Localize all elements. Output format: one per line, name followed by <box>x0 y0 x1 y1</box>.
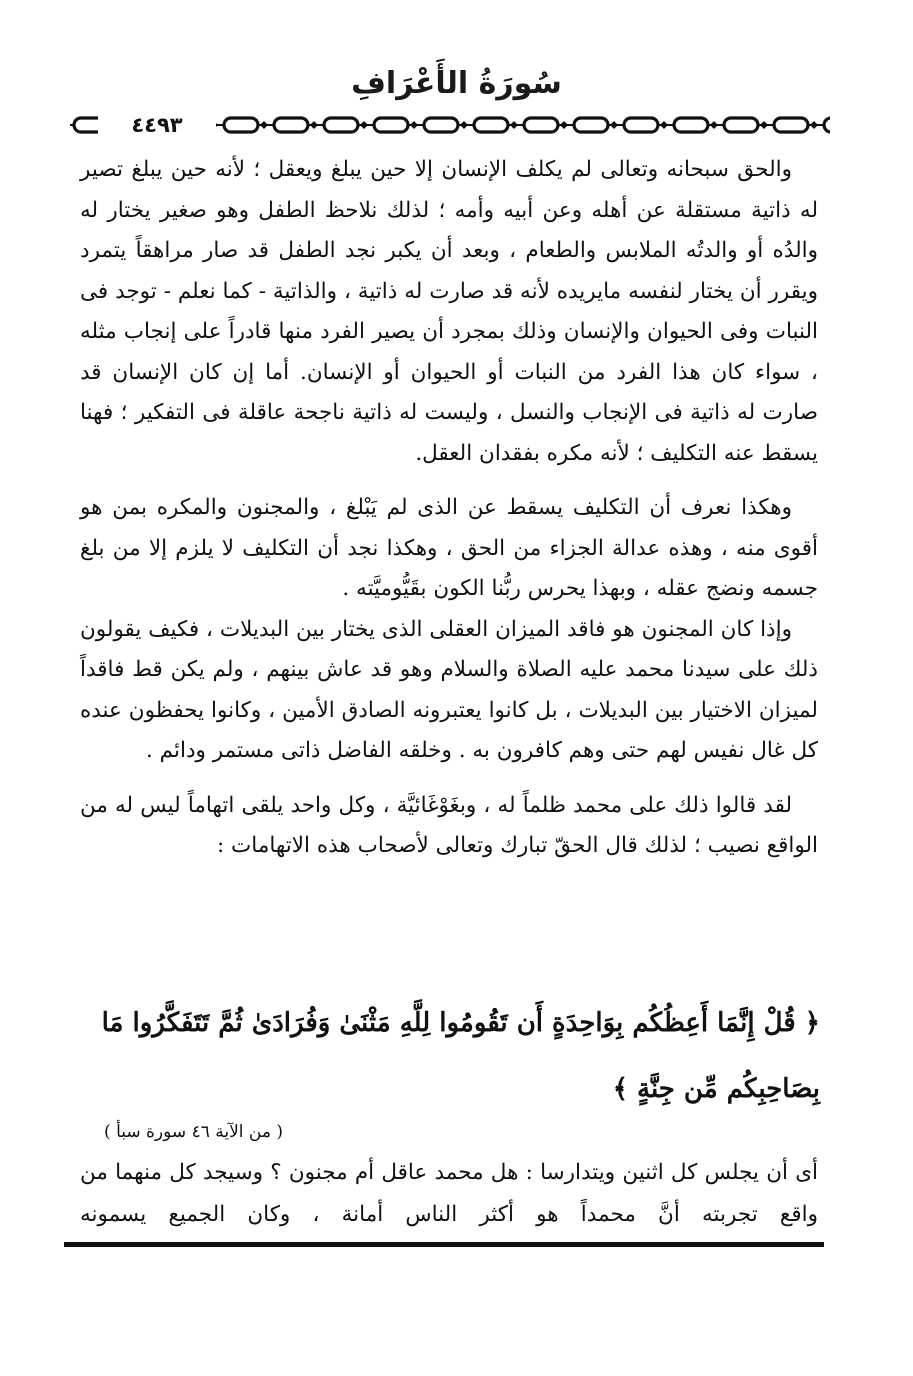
page-number: ٤٤٩٣ <box>98 112 216 138</box>
quran-verse: ﴿ قُلْ إِنَّمَا أَعِظُكُم بِوَاحِدَةٍ أَن تَقُومُوا لِلَّهِ مَثْنَىٰ وَفُرَادَىٰ ثُمَّ تَتَفَكَّرُوا مَا بِصَاحِبِكُم مِّن جِنَّةٍ ﴾ <box>101 1008 820 1104</box>
border-diamond <box>260 121 268 129</box>
border-diamond <box>410 121 418 129</box>
border-link <box>474 118 508 132</box>
border-diamond <box>310 121 318 129</box>
decorative-border <box>70 112 830 138</box>
border-link <box>374 118 408 132</box>
border-link <box>724 118 758 132</box>
border-link <box>224 118 258 132</box>
paragraph: وإذا كان المجنون هو فاقد الميزان العقلى الذى يختار بين البديلات ، فكيف يقولون ذلك على سيدنا محمد عليه الصلاة والسلام وهو قد عاش بينهم ، ولم يكن قط فاقداً لميزان الاختيار بين البديلات ، بل كانوا يعتبرونه الصادق الأمين ، وكانوا يحفظون عنده كل غال نفيس لهم حتى وهم كافرون به . وخلقه الفاضل ذاتى مستمر ودائم . <box>80 616 818 763</box>
border-diamond <box>610 121 618 129</box>
border-diamond <box>660 121 668 129</box>
border-link <box>824 118 830 132</box>
paragraph: أى أن يجلس كل اثنين ويتدارسا : هل محمد عاقل أم مجنون ؟ وسيجد كل منهما من واقع تجربته أنَّ محمداً هو أكثر الناس أمانة ، وكان الجميع يسمونه <box>80 1160 818 1227</box>
border-diamond <box>710 121 718 129</box>
border-diamond <box>510 121 518 129</box>
footer-rule <box>64 1242 824 1247</box>
surah-title: سُورَةُ الأَعْرَافِ <box>351 66 562 101</box>
border-diamond <box>760 121 768 129</box>
border-diamond <box>460 121 468 129</box>
border-link <box>274 118 308 132</box>
main-text <box>80 150 818 867</box>
border-diamond <box>560 121 568 129</box>
paragraph: لقد قالوا ذلك على محمد ظلماً له ، وبغَوْغَائيَّة ، وكل واحد يلقى اتهاماً ليس له من الواقع نصيب ؛ لذلك قال الحقّ تبارك وتعالى لأصحاب هذه الاتهامات : <box>80 792 818 858</box>
border-link <box>774 118 808 132</box>
border-link <box>624 118 658 132</box>
verse-citation: ( من الآية ٤٦ سورة سبأ ) <box>104 1122 283 1142</box>
border-link <box>424 118 458 132</box>
border-link <box>324 118 358 132</box>
paragraph: والحق سبحانه وتعالى لم يكلف الإنسان إلا حين يبلغ ويعقل ؛ لأنه حين يبلغ تصير له ذاتية مستقلة عن أهله وعن أبيه وأمه ؛ لذلك نلاحظ الطفل وهو صغير يختار له والدُه أو والدتُه الملابس والطعام ، وبعد أن يكبر نجد الطفل قد صار مراهقاً يتمرد ويقرر أن يختار لنفسه مايريده لأنه قد صارت له ذاتية ، والذاتية - كما نعلم - توجد فى النبات وفى الحيوان والإنسان وذلك بمجرد أن يصير الفرد منها قادراً على إنجاب مثله ، سواء كان هذا الفرد من النبات أو الحيوان أو الإنسان. أما إن كان الإنسان قد صارت له ذاتية فى الإنجاب والنسل ، وليست له ذاتية ناجحة عاقلة فى التفكير ؛ فهنا يسقط عنه التكليف ؛ لأنه مكره بفقدان العقل. <box>80 157 818 466</box>
paragraph: وهكذا نعرف أن التكليف يسقط عن الذى لم يَبْلغ ، والمجنون والمكره بمن هو أقوى منه ، وهذه عدالة الجزاء من الحق ، وهكذا نجد أن التكليف لا يلزم إلا من بلغ جسمه ونضج عقله ، وبهذا يحرس ربُّنا الكون بقَيُّوميَّته . <box>80 495 818 601</box>
border-diamond <box>810 121 818 129</box>
border-link <box>574 118 608 132</box>
border-link <box>674 118 708 132</box>
border-diamond <box>360 121 368 129</box>
border-link <box>524 118 558 132</box>
